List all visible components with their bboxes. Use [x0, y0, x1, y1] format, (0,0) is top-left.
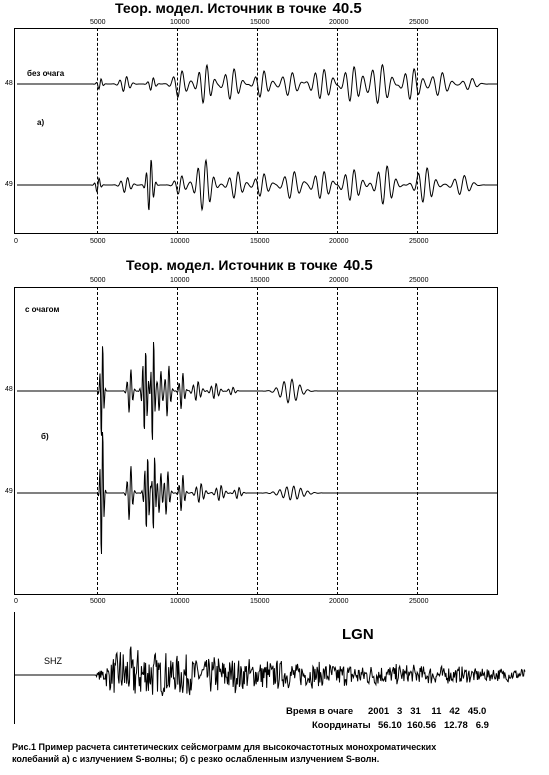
- panel-b-bottom-tick: 5000: [90, 598, 106, 605]
- panel-b-letter: б): [41, 432, 49, 441]
- panel-b-top-tick: 20000: [329, 277, 349, 284]
- caption-line-1: Рис.1 Пример расчета синтетических сейсмограмм для высокочастотных монохроматических: [12, 742, 437, 752]
- panel-a-trace-48: [17, 65, 497, 103]
- panel-a-top-tick: 25000: [409, 19, 429, 26]
- panel-b-title-text: Теор. модел. Источник в точке: [126, 257, 338, 273]
- panel-b-top-tick: 10000: [170, 277, 190, 284]
- panel-a-title-value: 40.5: [332, 0, 362, 17]
- panel-b-top-tick: 5000: [90, 277, 106, 284]
- panel-a-bottom-tick: 15000: [250, 238, 270, 245]
- panel-b-label: с очагом: [25, 305, 60, 314]
- panel-a-bottom-tick: 5000: [90, 238, 106, 245]
- panel-b-bottom-tick: 15000: [250, 598, 270, 605]
- panel-a-title-text: Теор. модел. Источник в точке: [115, 0, 327, 16]
- coordinates-values: 56.10 160.56 12.78 6.9: [378, 720, 489, 731]
- origin-time-label: Время в очаге: [286, 706, 354, 717]
- panel-b-top-tick: 15000: [250, 277, 270, 284]
- panel-a-bottom-tick: 10000: [170, 238, 190, 245]
- panel-a-bottom-tick: 25000: [409, 238, 429, 245]
- panel-a-top-tick: 20000: [329, 19, 349, 26]
- panel-b-trace-label: 48: [5, 386, 13, 393]
- channel-label: SHZ: [44, 656, 62, 666]
- panel-c-seismogram-trace: [14, 647, 525, 696]
- station-name: LGN: [342, 626, 374, 643]
- panel-a-trace-49: [17, 160, 497, 210]
- coordinates-label: Координаты: [312, 720, 371, 731]
- panel-b-title-value: 40.5: [343, 257, 373, 274]
- panel-b-top-tick: 25000: [409, 277, 429, 284]
- panel-b-bottom-tick: 0: [14, 598, 18, 605]
- panel-a-letter: а): [37, 118, 45, 127]
- panel-b-trace-48: [17, 342, 497, 440]
- panel-a-trace-label: 49: [5, 181, 13, 188]
- panel-a-top-tick: 10000: [170, 19, 190, 26]
- panel-b-bottom-tick: 10000: [170, 598, 190, 605]
- caption-line-2: колебаний а) с излучением S-волны; б) с резко ослабленным излучением S-волн.: [12, 754, 380, 764]
- panel-b-trace-label: 49: [5, 488, 13, 495]
- panel-a-trace-label: 48: [5, 80, 13, 87]
- panel-a-label: без очага: [27, 69, 65, 78]
- origin-time-values: 2001 3 31 11 42 45.0: [368, 706, 487, 717]
- panel-a-bottom-tick: 20000: [329, 238, 349, 245]
- panel-b-trace-49: [17, 432, 497, 554]
- panel-b-bottom-tick: 20000: [329, 598, 349, 605]
- panel-a-top-tick: 15000: [250, 19, 270, 26]
- panel-a-top-tick: 5000: [90, 19, 106, 26]
- panel-a-bottom-tick: 0: [14, 238, 18, 245]
- panel-b-bottom-tick: 25000: [409, 598, 429, 605]
